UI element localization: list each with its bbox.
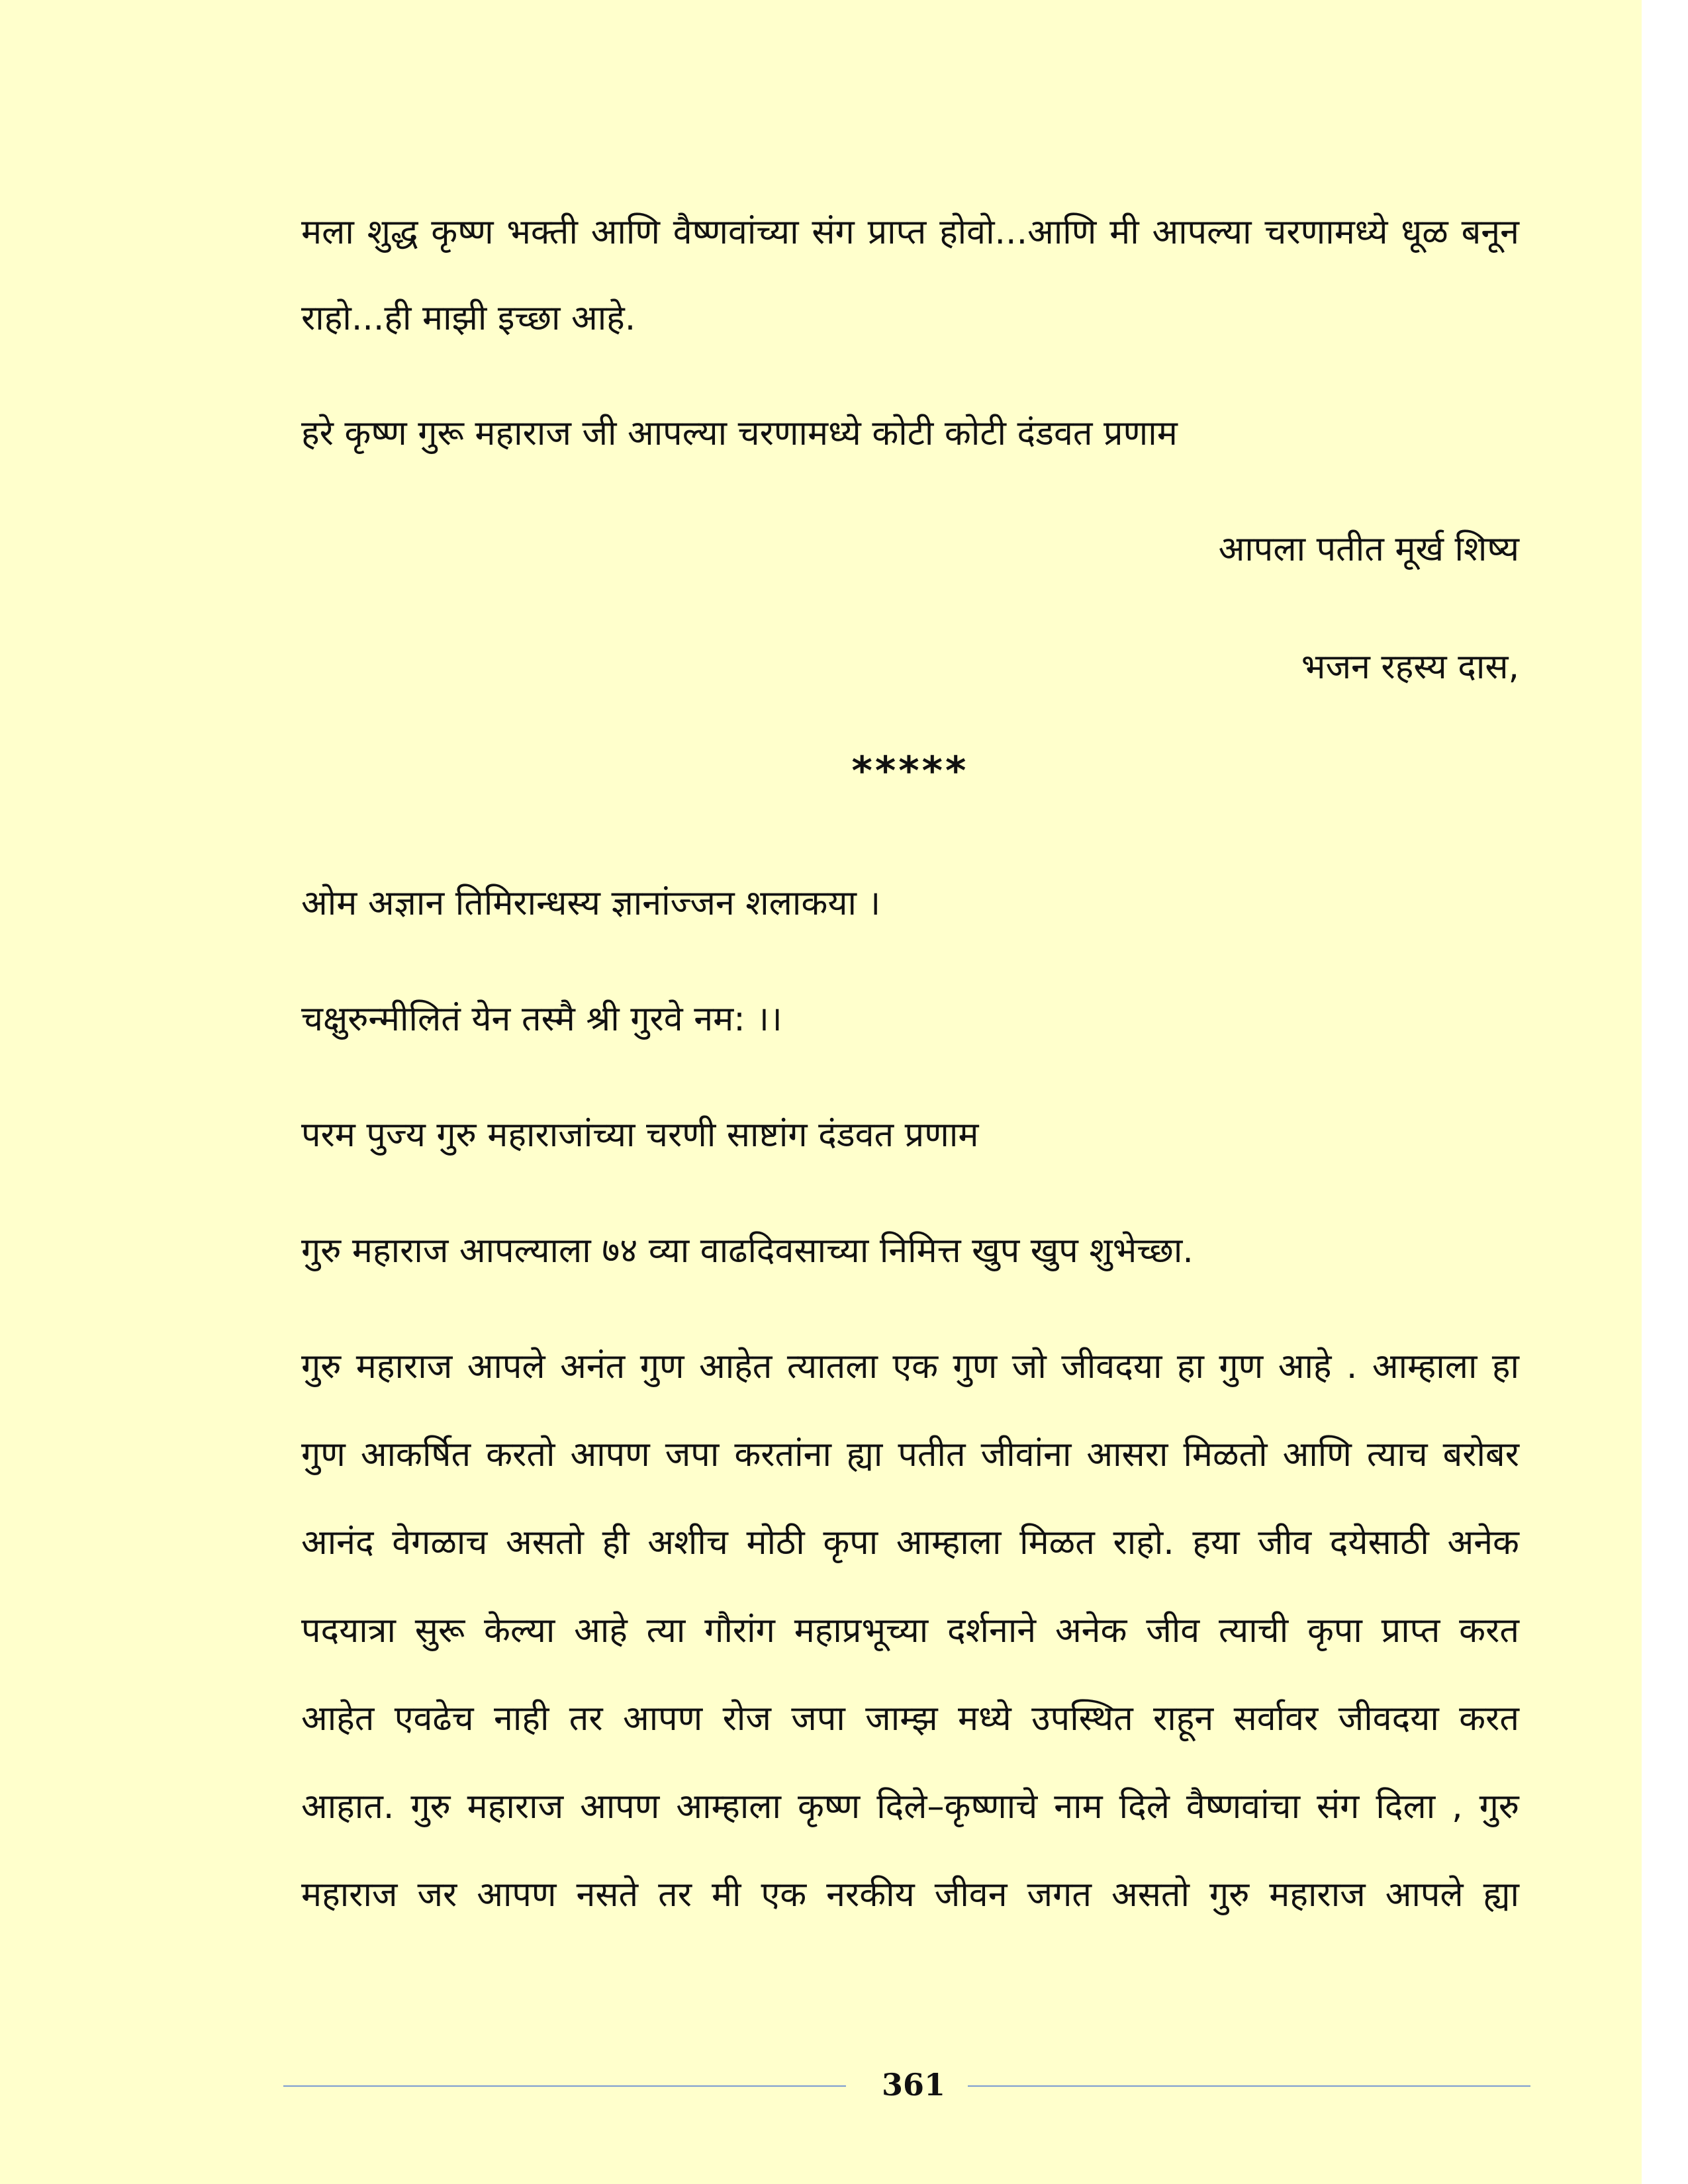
page-number: 361: [881, 2067, 946, 2103]
verse-line: ओम अज्ञान तिमिरान्धस्य ज्ञानांज्जन शलाकया ।: [301, 884, 881, 923]
footer-rule-left: [283, 2085, 846, 2087]
salutation-line: परम पुज्य गुरु महाराजांच्या चरणी साष्टांग दंडवत प्रणाम: [301, 1115, 979, 1155]
paragraph-line: मला शुद्ध कृष्ण भक्ती आणि वैष्णवांच्या संग प्राप्त होवो...आणि मी आपल्या चरणामध्ये धूळ बनून: [301, 212, 1519, 252]
signature-name: भजन रहस्य दास,: [1301, 647, 1519, 687]
section-separator: *****: [851, 748, 969, 794]
paragraph-line: हरे कृष्ण गुरू महाराज जी आपल्या चरणामध्ये कोटी कोटी दंडवत प्रणाम: [301, 414, 1178, 453]
signature-line: आपला पतीत मूर्ख शिष्य: [1218, 529, 1519, 569]
body-line: पदयात्रा सुरू केल्या आहे त्या गौरांग महाप्रभूच्या दर्शनाने अनेक जीव त्याची कृपा प्राप्त करत: [301, 1611, 1519, 1651]
wishes-line: गुरु महाराज आपल्याला ७४ व्या वाढदिवसाच्या निमित्त खुप खुप शुभेच्छा.: [301, 1231, 1194, 1271]
body-line: आनंद वेगळाच असतो ही अशीच मोठी कृपा आम्हाला मिळत राहो. हया जीव दयेसाठी अनेक: [301, 1523, 1519, 1563]
body-line: आहात. गुरु महाराज आपण आम्हाला कृष्ण दिले–कृष्णाचे नाम दिले वैष्णवांचा संग दिला , गुरु: [301, 1787, 1519, 1827]
body-line: गुण आकर्षित करतो आपण जपा करतांना ह्या पतीत जीवांना आसरा मिळतो आणि त्याच बरोबर: [301, 1435, 1519, 1475]
paragraph-line: राहो...ही माझी इच्छा आहे.: [301, 298, 636, 338]
body-line: महाराज जर आपण नसते तर मी एक नरकीय जीवन जगत असतो गुरु महाराज आपले ह्या: [301, 1875, 1519, 1915]
verse-line: चक्षुरुन्मीलितं येन तस्मै श्री गुरवे नम: ।।: [301, 999, 782, 1039]
body-line: गुरु महाराज आपले अनंत गुण आहेत त्यातला एक गुण जो जीवदया हा गुण आहे . आम्हाला हा: [301, 1347, 1519, 1387]
footer-rule-right: [968, 2085, 1530, 2087]
body-line: आहेत एवढेच नाही तर आपण रोज जपा जाम्झ मध्ये उपस्थित राहून सर्वावर जीवदया करत: [301, 1699, 1519, 1739]
